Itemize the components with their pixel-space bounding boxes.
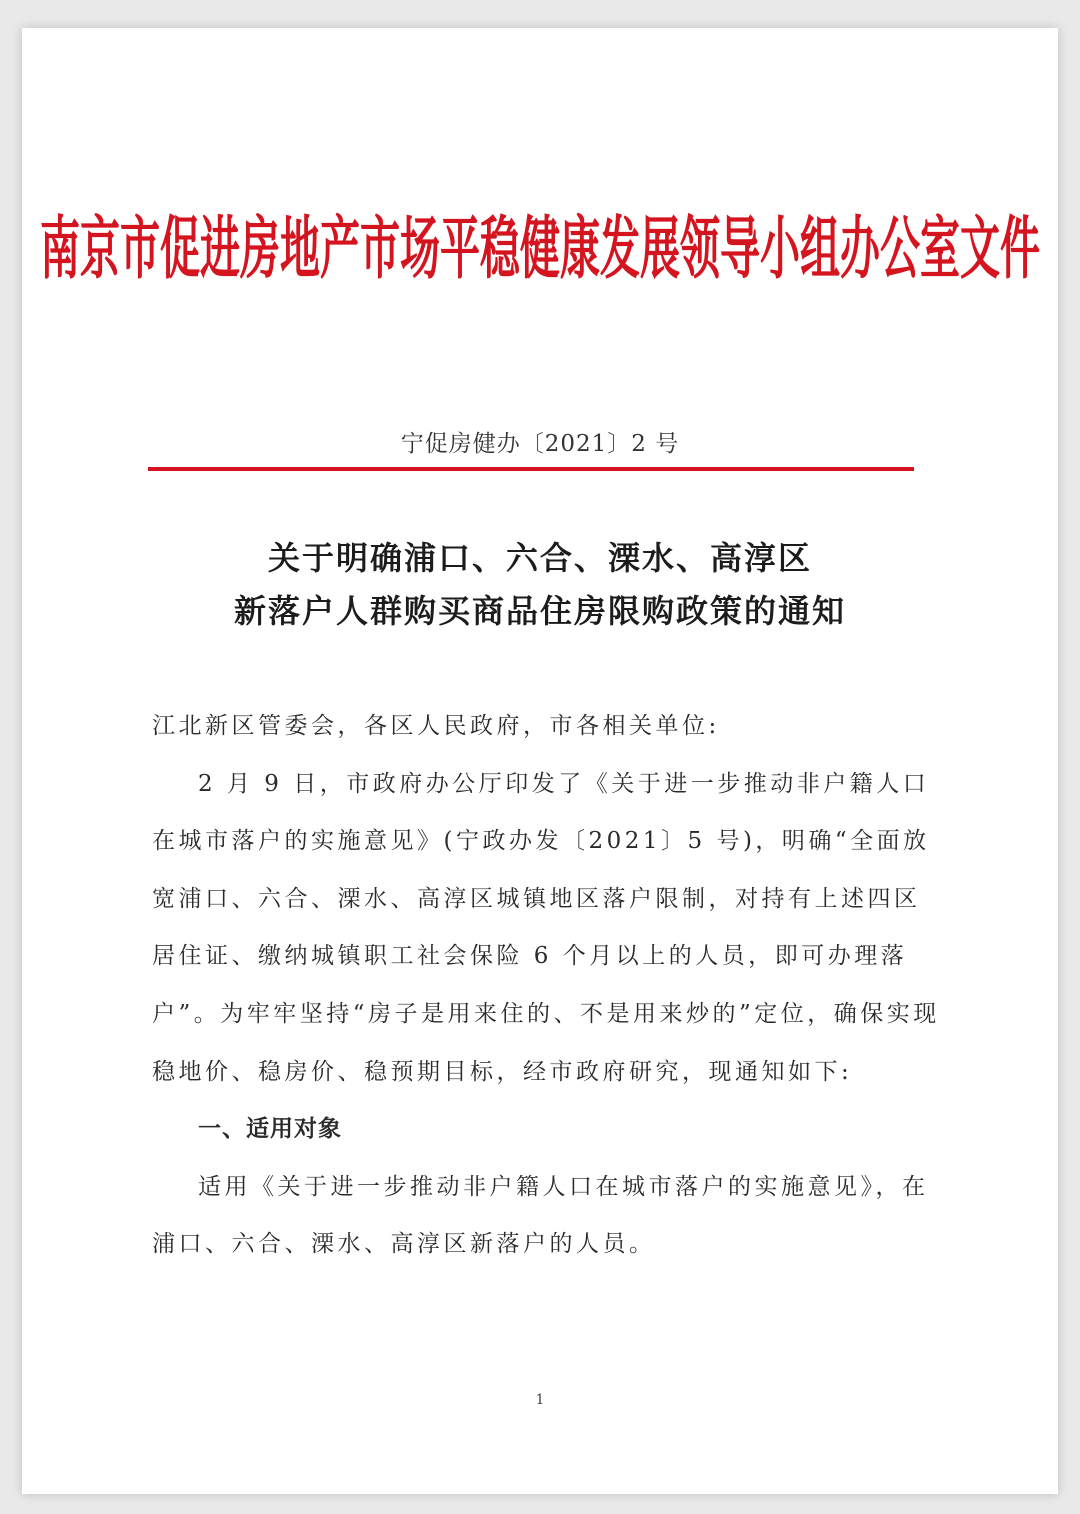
body-paragraph-1: 2 月 9 日，市政府办公厅印发了《关于进一步推动非户籍人口在城市落户的实施意见》(宁政办发〔2021〕5 号)，明确“全面放宽浦口、六合、溧水、高淳区城镇地区落户限制，对持有上述四区居住证、缴纳城镇职工社会保险 6 个月以上的人员，即可办理落户”。为牢牢坚持“房子是用来住的、不是用来炒的”定位，确保实现稳地价、稳房价、稳预期目标，经市政府研究，现通知如下: [152, 770, 940, 1085]
notice-title-line-2: 新落户人群购买商品住房限购政策的通知 [233, 592, 846, 630]
section-1-heading: 一、适用对象 [198, 1116, 342, 1143]
document-number: 宁促房健办〔2021〕2 号 [400, 431, 680, 457]
document-page [22, 28, 1058, 1494]
page-number: 1 [535, 1392, 545, 1408]
notice-title-line-1: 关于明确浦口、六合、溧水、高淳区 [267, 539, 812, 577]
recipients-line: 江北新区管委会，各区人民政府，市各相关单位: [152, 713, 720, 739]
red-divider-rule [148, 467, 914, 471]
document-body [152, 698, 942, 1274]
masthead-title: 南京市促进房地产市场平稳健康发展领导小组办公室文件 [40, 210, 1040, 290]
section-1-paragraph: 适用《关于进一步推动非户籍人口在城市落户的实施意见》，在浦口、六合、溧水、高淳区新落户的人员。 [152, 1173, 929, 1258]
